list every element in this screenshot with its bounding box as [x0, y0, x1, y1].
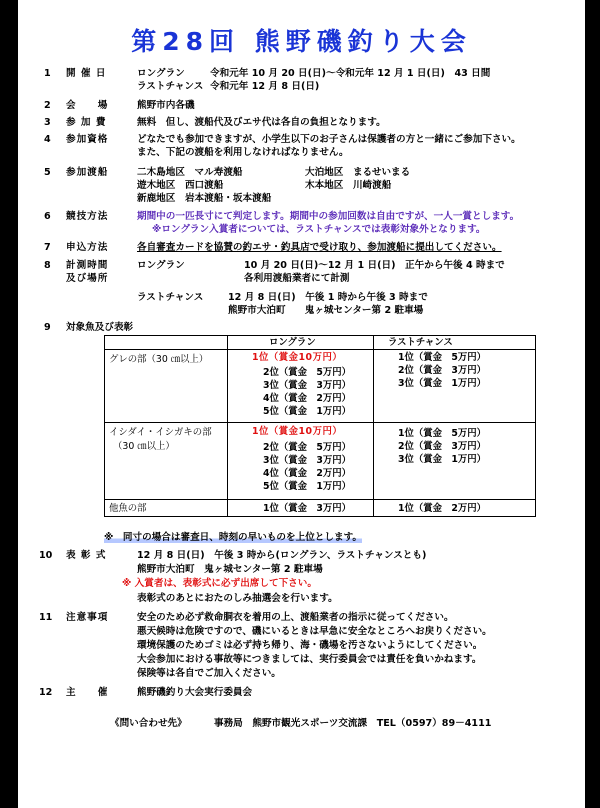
eligibility-line-1: どなたでも参加できますが、小学生以下のお子さんは保護者の方と一緒にご参加下さい。	[137, 134, 521, 145]
gure-longrun-4th: 4位（賞金 2万円）	[263, 393, 352, 404]
section-1-number: 1	[44, 68, 51, 79]
rules-line-1: 期間中の一匹長寸にて判定します。期間中の参加回数は自由ですが、一人一賞とします。	[137, 211, 520, 222]
lastchance-date: 令和元年 12 月 8 日(日)	[210, 81, 320, 92]
ishidai-longrun-3rd: 3位（賞金 3万円）	[263, 455, 352, 466]
gure-longrun-5th: 5位（賞金 1万円）	[263, 406, 352, 417]
gure-lastchance-3rd: 3位（賞金 1万円）	[398, 378, 487, 389]
table-header-lastchance: ラストチャンス	[388, 337, 453, 348]
other-longrun-1st: 1位（賞金 3万円）	[263, 503, 352, 514]
gure-lastchance-2nd: 2位（賞金 3万円）	[398, 365, 487, 376]
organizer-value: 熊野磯釣り大会実行委員会	[137, 687, 253, 698]
section-11-label: 注意事項	[66, 612, 109, 623]
longrun-label: ロングラン	[137, 68, 185, 79]
ishidai-longrun-1st: 1位（賞金10万円）	[252, 426, 343, 437]
ishidai-lastchance-3rd: 3位（賞金 1万円）	[398, 454, 487, 465]
section-1-label: 開 催 日	[66, 68, 107, 79]
section-6-label: 競技方法	[66, 211, 109, 222]
section-10-label: 表 彰 式	[66, 550, 107, 561]
measure-longrun-place: 各利用渡船業者にて計測	[244, 273, 350, 284]
other-lastchance-1st: 1位（賞金 2万円）	[398, 503, 487, 514]
section-3-number: 3	[44, 117, 51, 128]
section-12-label: 主 催	[66, 687, 109, 698]
section-10-number: 10	[39, 550, 53, 561]
section-2-label: 会 場	[66, 100, 109, 111]
measure-lastchance-time: 12 月 8 日(日) 午後 1 時から午後 3 時まで	[228, 292, 428, 303]
measure-lastchance-place: 熊野市大泊町 鬼ヶ城センター第 2 駐車場	[228, 305, 424, 316]
ferry-3: 遊木地区 西口渡船	[137, 180, 224, 191]
application-value: 各自審査カードを協賛の釣エサ・釣具店で受け取り、参加渡船に提出してください。	[137, 242, 502, 253]
ishidai-longrun-5th: 5位（賞金 1万円）	[263, 481, 352, 492]
ceremony-attendance-note: ※ 入賞者は、表彰式に必ず出席して下さい。	[122, 578, 317, 589]
ishidai-longrun-4th: 4位（賞金 2万円）	[263, 468, 352, 479]
tie-note: ※ 同寸の場合は審査日、時刻の早いものを上位とします。	[104, 532, 362, 543]
ishidai-longrun-2nd: 2位（賞金 5万円）	[263, 442, 352, 453]
caution-line-3: 環境保護のためゴミは必ず持ち帰り、海・磯場を汚さないようにしてください。	[137, 640, 483, 651]
ishidai-lastchance-2nd: 2位（賞金 3万円）	[398, 441, 487, 452]
page-title: 第28回 熊野磯釣り大会	[131, 27, 472, 56]
section-5-number: 5	[44, 167, 51, 178]
table-header-longrun: ロングラン	[269, 337, 316, 348]
flyer-page	[18, 0, 585, 808]
measure-longrun-label: ロングラン	[137, 260, 185, 271]
ceremony-place: 熊野市大泊町 鬼ヶ城センター第 2 駐車場	[137, 564, 323, 575]
section-9-number: 9	[44, 322, 51, 333]
fish-category-gure: グレの部（30 ㎝以上）	[109, 354, 209, 365]
ferry-1: 二木島地区 マル寿渡船	[137, 167, 243, 178]
section-7-label: 申込方法	[66, 242, 109, 253]
rules-line-2: ※ロングラン入賞者については、ラストチャンスでは表彰対象外となります。	[152, 224, 486, 235]
section-3-label: 参 加 費	[66, 117, 107, 128]
section-7-number: 7	[44, 242, 51, 253]
fish-category-ishidai: イシダイ・イシガキの部	[109, 427, 212, 438]
section-11-number: 11	[39, 612, 53, 623]
prize-table	[104, 335, 536, 517]
section-12-number: 12	[39, 687, 53, 698]
longrun-dates: 令和元年 10 月 20 日(日)～令和元年 12 月 1 日(日) 43 日間	[210, 68, 491, 79]
section-2-number: 2	[44, 100, 51, 111]
section-8-number: 8	[44, 260, 51, 271]
gure-lastchance-1st: 1位（賞金 5万円）	[398, 352, 487, 363]
eligibility-line-2: また、下記の渡船を利用しなければなりません。	[137, 147, 349, 158]
section-4-number: 4	[44, 134, 51, 145]
caution-line-2: 悪天候時は危険ですので、磯にいるときは早急に安全なところへお戻りください。	[137, 626, 492, 637]
caution-line-4: 大会参加における事故等につきましては、実行委員会では責任を負いかねます。	[137, 654, 482, 665]
caution-line-5: 保険等は各自でご加入ください。	[137, 668, 281, 679]
fish-category-ishidai-size: （30 ㎝以上）	[113, 441, 175, 452]
ceremony-lottery: 表彰式のあとにおたのしみ抽選会を行います。	[137, 593, 338, 604]
ishidai-lastchance-1st: 1位（賞金 5万円）	[398, 428, 487, 439]
measure-lastchance-label: ラストチャンス	[137, 292, 204, 303]
ferry-5: 新鹿地区 岩本渡船・坂本渡船	[137, 193, 272, 204]
section-4-label: 参加資格	[66, 134, 109, 145]
lastchance-label: ラストチャンス	[137, 81, 204, 92]
section-6-number: 6	[44, 211, 51, 222]
section-8-label: 計測時間	[66, 260, 109, 271]
measure-longrun-time: 10 月 20 日(日)～12 月 1 日(日) 正午から午後 4 時まで	[244, 260, 505, 271]
ceremony-time: 12 月 8 日(日) 午後 3 時から(ロングラン、ラストチャンスとも)	[137, 550, 427, 561]
caution-line-1: 安全のため必ず救命胴衣を着用の上、渡船業者の指示に従ってください。	[137, 612, 454, 623]
gure-longrun-2nd: 2位（賞金 5万円）	[263, 367, 352, 378]
ferry-2: 大泊地区 まるせいまる	[305, 167, 411, 178]
contact-label: 《問い合わせ先》	[110, 718, 187, 729]
contact-office: 事務局 熊野市観光スポーツ交流課 TEL（0597）89－4111	[214, 718, 492, 729]
section-8-label-2: 及び場所	[66, 273, 109, 284]
section-9-label: 対象魚及び表彰	[66, 322, 134, 333]
section-5-label: 参加渡船	[66, 167, 109, 178]
gure-longrun-1st: 1位（賞金10万円）	[252, 352, 343, 363]
ferry-4: 木本地区 川崎渡船	[305, 180, 392, 191]
gure-longrun-3rd: 3位（賞金 3万円）	[263, 380, 352, 391]
fish-category-other: 他魚の部	[109, 503, 147, 514]
venue-value: 熊野市内各磯	[137, 100, 195, 111]
fee-value: 無料 但し、渡船代及びエサ代は各自の負担となります。	[137, 117, 386, 128]
